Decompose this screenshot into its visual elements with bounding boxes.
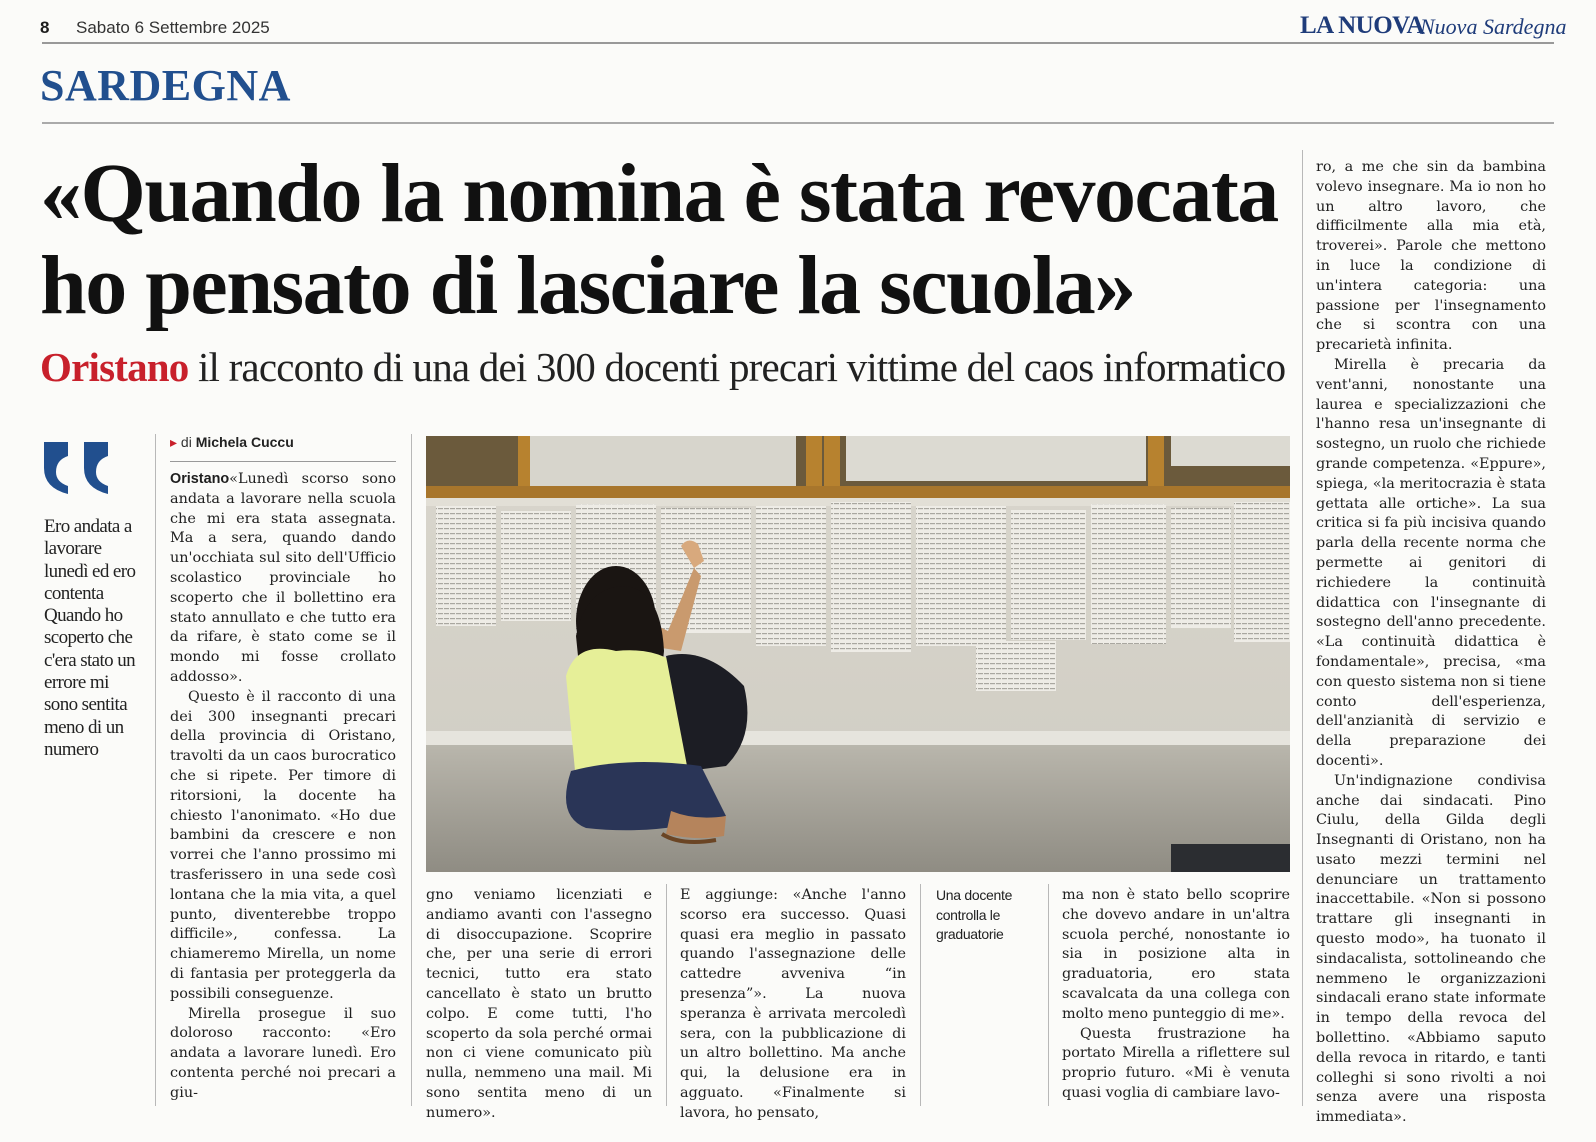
- article-column-4: [1062, 886, 1290, 1104]
- paragraph: Questa frustrazione ha portato Mirella a riflettere sul proprio futuro. «Mi è venuta quasi voglia di cambiare lavo-: [1062, 1025, 1290, 1101]
- paragraph: ma non è stato bello scoprire che dovevo andare in un'altra scuola perché, nonostante io sia in posizione alta in graduatoria, ero stata scavalcata da una collega con molto meno punteggio di me».: [1062, 887, 1290, 1022]
- byline: [170, 434, 294, 451]
- column-separator: [1048, 884, 1049, 1106]
- issue-date: Sabato 6 Settembre 2025: [76, 18, 270, 37]
- article-photo: [426, 436, 1290, 872]
- masthead-script-logo: Nuova Sardegna: [1420, 14, 1567, 39]
- paragraph: E aggiunge: «Anche l'anno scorso era successo. Quasi quasi era meglio in passato quando l'assegnazione delle cattedre avveniva “in presenza”». La nuova speranza è arrivata mercoledì sera, con la pubblicazione di un altro bollettino. Ma anche qui, la delusione era in agguato. «Finalmente si lavora, ho pensato,: [680, 887, 906, 1121]
- paragraph: Un'indignazione condivisa anche dai sindacati. Pino Ciulu, della Gilda degli Insegnanti di Oristano, non ha usato mezzi termini nel denunciare un trattamento inaccettabile. «Non si possono trattare gli insegnanti in questo modo», ha tuonato il sindacalista, sottolineando che nemmeno le organizzazioni sindacali erano state informate in tempo della revoca del bollettino. «Abbiamo saputo della revoca in ritardo, e tanti colleghi si sono rivolti a noi senza avere una risposta immediata».: [1316, 772, 1546, 1126]
- byline-prefix: di: [180, 434, 192, 450]
- byline-author: Michela Cuccu: [195, 434, 294, 450]
- dateline: Oristano: [170, 471, 230, 487]
- column-separator: [155, 434, 156, 1106]
- article-column-3: [680, 886, 906, 1124]
- byline-rule: [170, 461, 396, 462]
- photo-caption: Una docente controlla le graduatorie: [936, 887, 1013, 942]
- article-column-2: [426, 886, 652, 1124]
- paragraph: Mirella è precaria da vent'anni, nonostante una laurea e specializzazioni che l'hanno resa un'insegnante di sostegno, un ruolo che richiede grande competenza. «Eppure», spiega, «la meritocrazia è stata gettata alle ortiche». La sua critica si fa più incisiva quando parla della recente norma che permette ai genitori di richiedere la continuità didattica con l'insegnante di sostegno dell'anno precedente. «La continuità didattica è fondamentale», precisa, «ma con questo sistema non si tiene conto dell'esperienza, dell'anzianità di servizio e della preparazione dei docenti».: [1316, 356, 1546, 769]
- page-number: 8: [40, 18, 50, 37]
- column-separator: [1302, 150, 1303, 1106]
- headline-line-2: ho pensato di lasciare la scuola»: [40, 239, 1135, 332]
- section-rule: [42, 122, 1554, 124]
- subhead-text: il racconto di una dei 300 docenti precari vittime del caos informatico: [188, 344, 1286, 390]
- section-title: SARDEGNA: [40, 61, 291, 110]
- subheadline: [40, 342, 1285, 392]
- paragraph: ro, a me che sin da bambina volevo insegnare. Ma io non ho un altro lavoro, che difficilmente alla mia età, troverei». Parole che mettono in luce la condizione di un'intera categoria: una passione per l'insegnamento che si scontra con una precarietà infinita.: [1316, 159, 1546, 354]
- paragraph: Oristano«Lunedì scorso sono andata a lavorare nella scuola che mi era stata assegnata. Ma a sera, quando dando un'occhiata sul sito dell'Ufficio scolastico provinciale ho scoperto che il bollettino era stato annullato e che tutto era da rifare, è stato come se il mondo mi fosse crollato addosso».: [170, 471, 396, 685]
- open-quote-icon: [40, 438, 120, 498]
- headline-line-1: «Quando la nomina è stata revocata: [40, 147, 1278, 240]
- pull-quote: Ero andata a lavorare lunedì ed ero contenta Quando ho scoperto che c'era stato un errore mi sono sentita meno di un numero: [44, 516, 136, 760]
- paragraph: Questo è il racconto di una dei 300 insegnanti precari della provincia di Oristano, travolti da un caos burocratico che si ripete. Per timore di ritorsioni, la docente ha chiesto l'anonimato. «Ho due bambini da crescere e non vorrei che l'anno prossimo mi trasferissero in una sede così lontana che la mia vita, a quel punto, diventerebbe troppo difficile», confessa. La chiameremo Mirella, un nome di fantasia per proteggerla da possibili conseguenze.: [170, 688, 396, 1002]
- column-separator: [666, 884, 667, 1106]
- paragraph: gno veniamo licenziati e andiamo avanti con l'assegno di disoccupazione. Scoprire che, per una serie di errori tecnici, tutto era stato cancellato è stato un brutto colpo. E come tutti, l'ho scoperto da sola perché ormai non ci viene comunicato più nulla, nemmeno una mail. Mi sono sentita meno di un numero».: [426, 887, 652, 1121]
- column-separator: [920, 884, 921, 1106]
- article-column-5: [1316, 158, 1546, 1128]
- byline-arrow-icon: ▸: [170, 434, 178, 450]
- masthead-logo: LA NUOVA: [1300, 12, 1425, 39]
- article-column-1: [170, 470, 396, 1104]
- column-separator: [411, 434, 412, 1106]
- paragraph: Mirella prosegue il suo doloroso racconto: «Ero andata a lavorare lunedì. Ero contenta perché noi precari a giu-: [170, 1005, 396, 1101]
- header-rule: [42, 42, 1554, 44]
- subhead-location: Oristano: [40, 344, 189, 390]
